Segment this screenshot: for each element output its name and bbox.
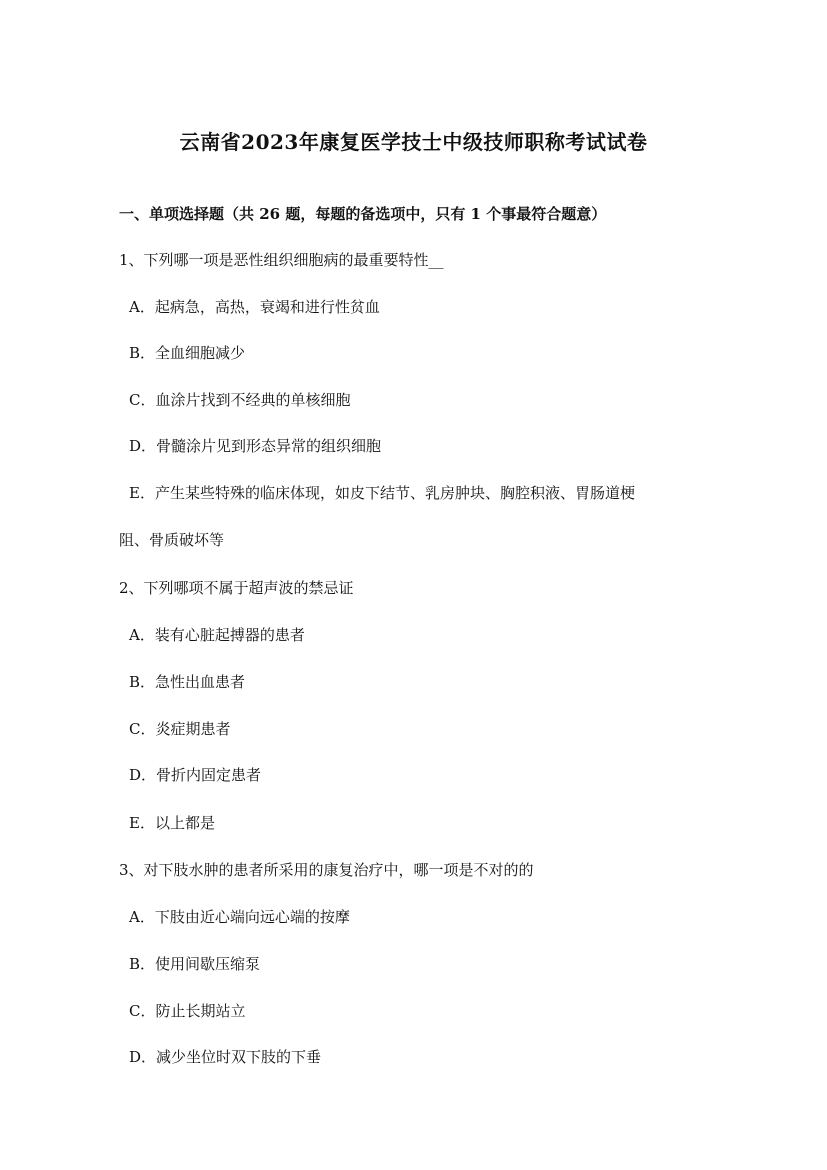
question-3-option-d: D．减少坐位时双下肢的下垂 <box>129 1048 322 1066</box>
question-2-option-c: C．炎症期患者 <box>129 720 231 738</box>
section-heading: 一、单项选择题（共 26 题，每题的备选项中，只有 1 个事最符合题意） <box>119 205 607 223</box>
page-title: 云南省2023年康复医学技士中级技师职称考试试卷 <box>179 130 648 154</box>
question-3-option-a: A．下肢由近心端向远心端的按摩 <box>129 908 350 926</box>
question-1-stem: 1、下列哪一项是恶性组织细胞病的最重要特性__ <box>119 251 444 269</box>
question-1-option-c: C．血涂片找到不经典的单核细胞 <box>129 391 351 409</box>
question-2-option-e: E．以上都是 <box>129 814 215 832</box>
question-2-option-b: B．急性出血患者 <box>129 673 246 691</box>
question-3-option-c: C．防止长期站立 <box>129 1002 246 1020</box>
question-1-option-d: D．骨髓涂片见到形态异常的组织细胞 <box>129 437 382 455</box>
question-3-stem: 3、对下肢水肿的患者所采用的康复治疗中，哪一项是不对的的 <box>119 861 534 879</box>
question-2-stem: 2、下列哪项不属于超声波的禁忌证 <box>119 579 354 597</box>
question-1-option-b: B．全血细胞减少 <box>129 344 246 362</box>
question-3-option-b: B．使用间歇压缩泵 <box>129 955 261 973</box>
question-1-option-e: E．产生某些特殊的临床体现，如皮下结节、乳房肿块、胸腔积液、胃肠道梗 <box>129 484 635 502</box>
question-1-option-a: A．起病急，高热，衰竭和进行性贫血 <box>129 298 380 316</box>
question-2-option-d: D．骨折内固定患者 <box>129 766 262 784</box>
question-2-option-a: A．装有心脏起搏器的患者 <box>129 626 305 644</box>
question-1-option-e-continuation: 阻、骨质破坏等 <box>119 531 225 549</box>
